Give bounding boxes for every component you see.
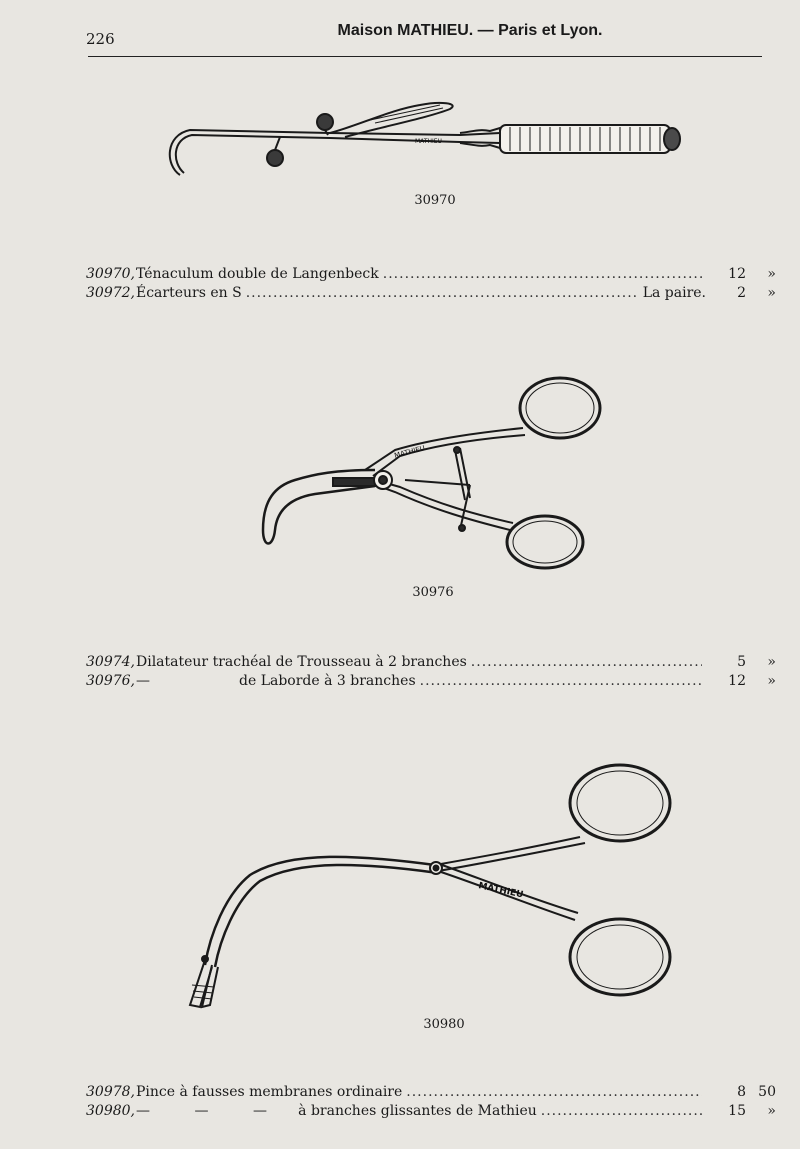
item-cents: 50 bbox=[758, 1084, 776, 1100]
item-number: 30976, bbox=[86, 673, 135, 689]
item-description: Pince à fausses membranes ordinaire bbox=[136, 1084, 403, 1100]
leader-dots bbox=[471, 654, 702, 670]
figure-caption: 30976 bbox=[412, 585, 454, 600]
page-number: 226 bbox=[86, 30, 115, 48]
item-price: 12 bbox=[728, 266, 746, 282]
item-description: Ténaculum double de Langenbeck bbox=[136, 266, 379, 282]
header-rule bbox=[88, 56, 762, 57]
item-number: 30970, bbox=[86, 266, 135, 282]
leader-dots bbox=[420, 673, 702, 689]
item-price: 15 bbox=[728, 1103, 746, 1119]
item-price: 12 bbox=[728, 673, 746, 689]
item-number: 30972, bbox=[86, 285, 135, 301]
fig2-engraved-mark: MATHIEU bbox=[393, 444, 426, 460]
figure-caption: 30980 bbox=[423, 1017, 465, 1032]
catalog-entry bbox=[86, 673, 776, 691]
item-cents: » bbox=[767, 285, 776, 301]
item-unit: La paire. bbox=[642, 285, 706, 301]
leader-dots bbox=[406, 1084, 702, 1100]
catalog-entry bbox=[86, 266, 776, 284]
tracheal-dilator-illustration bbox=[255, 370, 615, 580]
item-number: 30974, bbox=[86, 654, 135, 670]
item-number: 30978, bbox=[86, 1084, 135, 1100]
fig1-engraved-mark: MATHIEU bbox=[415, 138, 442, 145]
item-description: — de Laborde à 3 branches bbox=[136, 673, 416, 689]
item-price: 5 bbox=[737, 654, 746, 670]
item-price: 2 bbox=[737, 285, 746, 301]
catalog-entry bbox=[86, 1103, 776, 1121]
figure-caption: 30970 bbox=[414, 193, 456, 208]
leader-dots bbox=[246, 285, 639, 301]
item-number: 30980, bbox=[86, 1103, 135, 1119]
item-description: Écarteurs en S bbox=[136, 285, 242, 301]
forceps-illustration bbox=[180, 755, 680, 1015]
item-description: Dilatateur trachéal de Trousseau à 2 branches bbox=[136, 654, 467, 670]
item-price: 8 bbox=[737, 1084, 746, 1100]
leader-dots bbox=[541, 1103, 702, 1119]
item-description: — — — à branches glissantes de Mathieu bbox=[136, 1103, 537, 1119]
catalog-entry bbox=[86, 285, 776, 303]
item-cents: » bbox=[767, 673, 776, 689]
item-cents: » bbox=[767, 1103, 776, 1119]
item-cents: » bbox=[767, 266, 776, 282]
catalog-entry bbox=[86, 654, 776, 672]
running-head: Maison MATHIEU. — Paris et Lyon. bbox=[337, 22, 603, 39]
catalog-entry bbox=[86, 1084, 776, 1102]
tenaculum-illustration bbox=[160, 95, 690, 185]
fig3-engraved-mark: MATHIEU bbox=[477, 881, 525, 901]
item-cents: » bbox=[767, 654, 776, 670]
leader-dots bbox=[383, 266, 702, 282]
